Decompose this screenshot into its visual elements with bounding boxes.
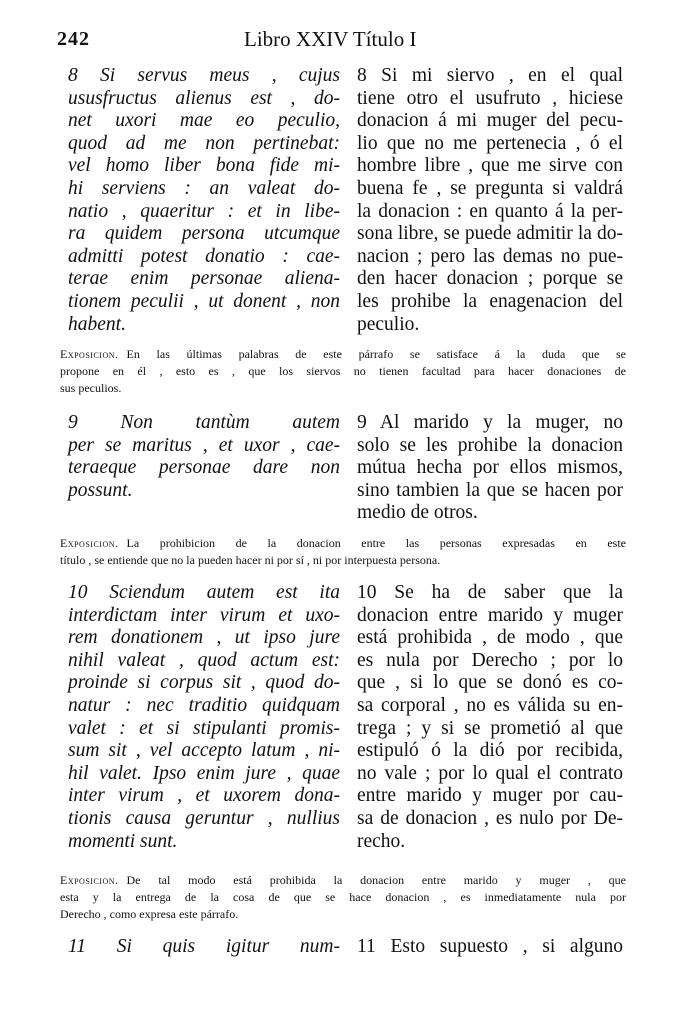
latin-line: momenti sunt. xyxy=(68,830,178,852)
latin-line: ususfructus alienus est , do- xyxy=(68,87,340,109)
spanish-line: 11 Esto supuesto , si alguno xyxy=(357,936,623,957)
latin-paragraph-10 xyxy=(68,582,340,853)
latin-line: nihil valeat , quod actum est: xyxy=(68,649,340,671)
latin-line: hil valet. Ipso enim jure , quae xyxy=(68,762,340,784)
page-number: 242 xyxy=(57,28,90,50)
exposicion-line: De tal modo está prohibida la donacion entre marido y muger , que xyxy=(126,873,626,887)
exposicion-line: Derecho , como expresa este párrafo. xyxy=(60,906,239,921)
latin-line: possunt. xyxy=(68,479,133,501)
spanish-line: la donacion : en quanto á la per- xyxy=(357,200,623,222)
spanish-line: sona libre, se puede admitir la do- xyxy=(357,223,623,245)
latin-line: tionem peculii , ut donent , non xyxy=(68,290,340,312)
spanish-paragraph-8 xyxy=(357,65,623,336)
spanish-line: 8 Si mi siervo , en el qual xyxy=(357,65,623,86)
latin-line: habent. xyxy=(68,313,126,335)
latin-paragraph-8 xyxy=(68,65,340,336)
latin-line: hi serviens : an valeat do- xyxy=(68,177,340,199)
exposicion-label: Exposicion. xyxy=(60,347,119,361)
latin-paragraph-11 xyxy=(68,936,340,959)
exposicion-label: Exposicion. xyxy=(60,873,119,887)
latin-line: quod ad me non pertinebat: xyxy=(68,132,340,154)
spanish-line: estipuló ó la dió por recibida, xyxy=(357,740,623,762)
spanish-line: entre marido y muger por cau- xyxy=(357,785,623,807)
exposicion-line: título , se entiende que no la pueden hacer ni por sí , ni por interpuesta persona. xyxy=(60,552,441,567)
latin-paragraph-9 xyxy=(68,412,340,502)
spanish-line: nacion ; pero las demas no pue- xyxy=(357,245,623,267)
spanish-line: donacion á mi muger del pecu- xyxy=(357,110,623,132)
spanish-line: peculio. xyxy=(357,313,420,335)
spanish-line: mútua hecha por ellos mismos, xyxy=(357,457,623,479)
spanish-line: donacion entre marido y muger xyxy=(357,604,623,626)
latin-line: 11 Si quis igitur num- xyxy=(68,936,340,957)
latin-line: proinde si corpus sit , quod do- xyxy=(68,672,340,694)
latin-line: 10 Sciendum autem est ita xyxy=(68,582,340,603)
spanish-paragraph-9 xyxy=(357,412,623,525)
spanish-line: no vale ; por lo qual el contrato xyxy=(357,762,623,784)
spanish-paragraph-11 xyxy=(357,936,623,959)
latin-line: 9 Non tantùm autem xyxy=(68,412,340,433)
spanish-line: 10 Se ha de saber que la xyxy=(357,582,623,603)
latin-line: rem donationem , ut ipso jure xyxy=(68,627,340,649)
latin-line: tionis causa geruntur , nullius xyxy=(68,807,340,829)
exposicion-line: sus peculios. xyxy=(60,380,122,395)
latin-line: admitti potest donatio : cae- xyxy=(68,245,340,267)
spanish-line: está prohibida , de modo , que xyxy=(357,627,623,649)
exposicion-8 xyxy=(60,346,626,396)
latin-line: natio , quaeritur : et in libe- xyxy=(68,200,340,222)
spanish-line: buena fe , se pregunta si valdrá xyxy=(357,177,623,199)
spanish-line: hombre libre , que me sirve con xyxy=(357,155,623,177)
exposicion-line: En las últimas palabras de este párrafo se satisface á la duda que se xyxy=(126,347,626,361)
spanish-line: tiene otro el usufruto , hiciese xyxy=(357,87,623,109)
spanish-line: lio que no me pertenecia , ó el xyxy=(357,132,623,154)
spanish-line: den hacer donacion ; porque se xyxy=(357,268,623,290)
spanish-paragraph-10 xyxy=(357,582,623,853)
latin-line: per se maritus , et uxor , cae- xyxy=(68,434,340,456)
latin-line: interdictam inter virum et uxo- xyxy=(68,604,340,626)
latin-line: sum sit , vel accepto latum , ni- xyxy=(68,740,340,762)
latin-line: ra quidem persona utcumque xyxy=(68,223,340,245)
spanish-line: les prohibe la enagenacion del xyxy=(357,290,623,312)
spanish-line: que , si lo que se donó es co- xyxy=(357,672,623,694)
exposicion-line: propone en él , esto es , que los siervos no tienen facultad para hacer donaciones de xyxy=(60,363,626,378)
spanish-line: recho. xyxy=(357,830,406,852)
exposicion-line: esta y la entrega de la cosa de que se hace donacion , es inmediatamente nula por xyxy=(60,889,626,904)
latin-line: terae enim personae aliena- xyxy=(68,268,340,290)
exposicion-10 xyxy=(60,872,626,922)
spanish-line: trega ; y si se prometió al que xyxy=(357,717,623,739)
spanish-line: sa corporal , no es válida su en- xyxy=(357,694,623,716)
exposicion-label: Exposicion. xyxy=(60,536,119,550)
latin-line: teraeque personae dare non xyxy=(68,457,340,479)
spanish-line: 9 Al marido y la muger, no xyxy=(357,412,623,433)
latin-line: vel homo liber bona fide mi- xyxy=(68,155,340,177)
spanish-line: es nula por Derecho ; por lo xyxy=(357,649,623,671)
spanish-line: medio de otros. xyxy=(357,502,478,524)
latin-line: natur : nec traditio quidquam xyxy=(68,694,340,716)
spanish-line: sino tambien la que se hacen por xyxy=(357,479,623,501)
exposicion-9 xyxy=(60,535,626,569)
spanish-line: sa de donacion , es nulo por De- xyxy=(357,807,623,829)
latin-line: net uxori mae eo peculio, xyxy=(68,110,340,132)
latin-line: 8 Si servus meus , cujus xyxy=(68,65,340,86)
exposicion-line: La prohibicion de la donacion entre las personas expresadas en este xyxy=(126,536,626,550)
latin-line: inter virum , et uxorem dona- xyxy=(68,785,340,807)
latin-line: valet : et si stipulanti promis- xyxy=(68,717,340,739)
running-title: Libro XXIV Título I xyxy=(244,27,417,51)
spanish-line: solo se les prohibe la donacion xyxy=(357,434,623,456)
